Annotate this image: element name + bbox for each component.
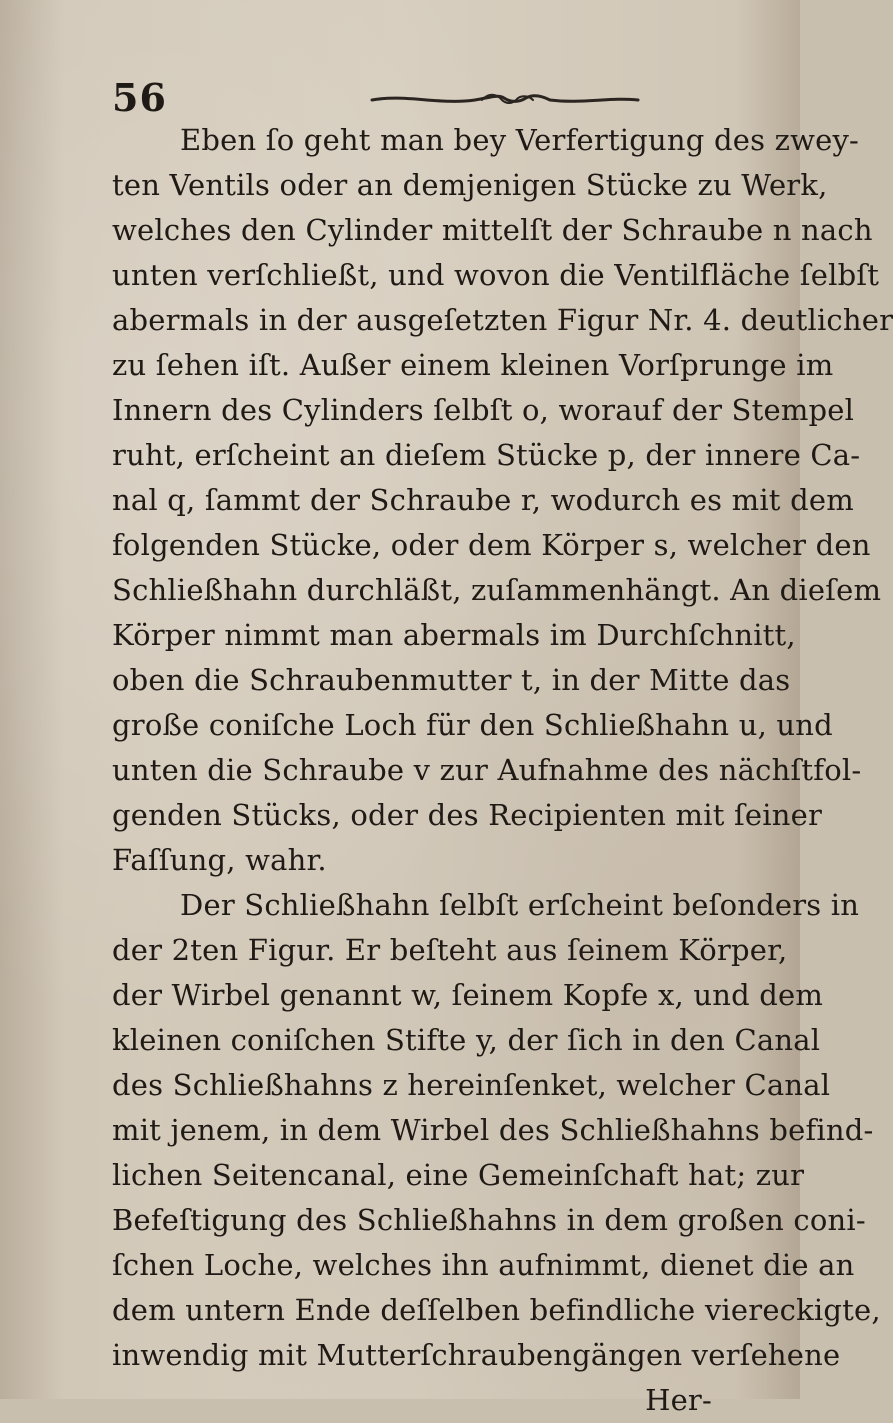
body-text (112, 118, 893, 1423)
text-line: Körper nimmt man abermals im Durchſchnitt, (112, 618, 796, 652)
text-line: abermals in der ausgeſetzten Figur Nr. 4. deutlicher (112, 303, 893, 337)
text-line: folgenden Stücke, oder dem Körper s, welcher den (112, 528, 871, 562)
text-line: der 2ten Figur. Er beſteht aus ſeinem Körper, (112, 933, 788, 967)
page-header (112, 75, 712, 120)
text-line: Eben ſo geht man bey Verfertigung des zwey- (180, 123, 860, 157)
page-number: 56 (112, 75, 167, 120)
text-line: kleinen coniſchen Stifte y, der ſich in den Canal (112, 1023, 821, 1057)
text-line: des Schließhahns z hereinſenket, welcher Canal (112, 1068, 831, 1102)
catchword: Her- (645, 1383, 712, 1417)
paragraph-1 (112, 118, 893, 883)
text-line: unten verſchließt, und wovon die Ventilfläche ſelbſt (112, 258, 880, 292)
text-line: dem untern Ende deſſelben befindliche viereckigte, (112, 1293, 881, 1327)
text-line: Der Schließhahn ſelbſt erſcheint beſonders in (180, 888, 860, 922)
text-line: ten Ventils oder an demjenigen Stücke zu Werk, (112, 168, 828, 202)
text-line: lichen Seitencanal, eine Gemeinſchaft hat; zur (112, 1158, 805, 1192)
text-line: nal q, ſammt der Schraube r, wodurch es mit dem (112, 483, 854, 517)
text-line: inwendig mit Mutterſchraubengängen verſehene (112, 1338, 841, 1372)
text-line: zu ſehen iſt. Außer einem kleinen Vorſprunge im (112, 348, 834, 382)
text-line: große coniſche Loch für den Schließhahn u, und (112, 708, 833, 742)
text-line: mit jenem, in dem Wirbel des Schließhahns befind- (112, 1113, 874, 1147)
text-line: welches den Cylinder mittelſt der Schraube n nach (112, 213, 873, 247)
text-line: oben die Schraubenmutter t, in der Mitte das (112, 663, 791, 697)
paragraph-2 (112, 883, 881, 1378)
text-line: unten die Schraube v zur Aufnahme des nächſtfol- (112, 753, 862, 787)
text-line: Innern des Cylinders ſelbſt o, worauf der Stempel (112, 393, 855, 427)
text-line: Schließhahn durchläßt, zuſammenhängt. An dieſem (112, 573, 882, 607)
text-line: der Wirbel genannt w, ſeinem Kopfe x, und dem (112, 978, 824, 1012)
text-line: ruht, erſcheint an dieſem Stücke p, der innere Ca- (112, 438, 861, 472)
text-line: genden Stücks, oder des Recipienten mit ſeiner (112, 798, 823, 832)
text-line: Befeſtigung des Schließhahns in dem großen coni- (112, 1203, 866, 1237)
text-line: ſchen Loche, welches ihn aufnimmt, dienet die an (112, 1248, 855, 1282)
text-line: Faſſung, wahr. (112, 843, 327, 877)
header-ornament-icon (370, 92, 640, 108)
